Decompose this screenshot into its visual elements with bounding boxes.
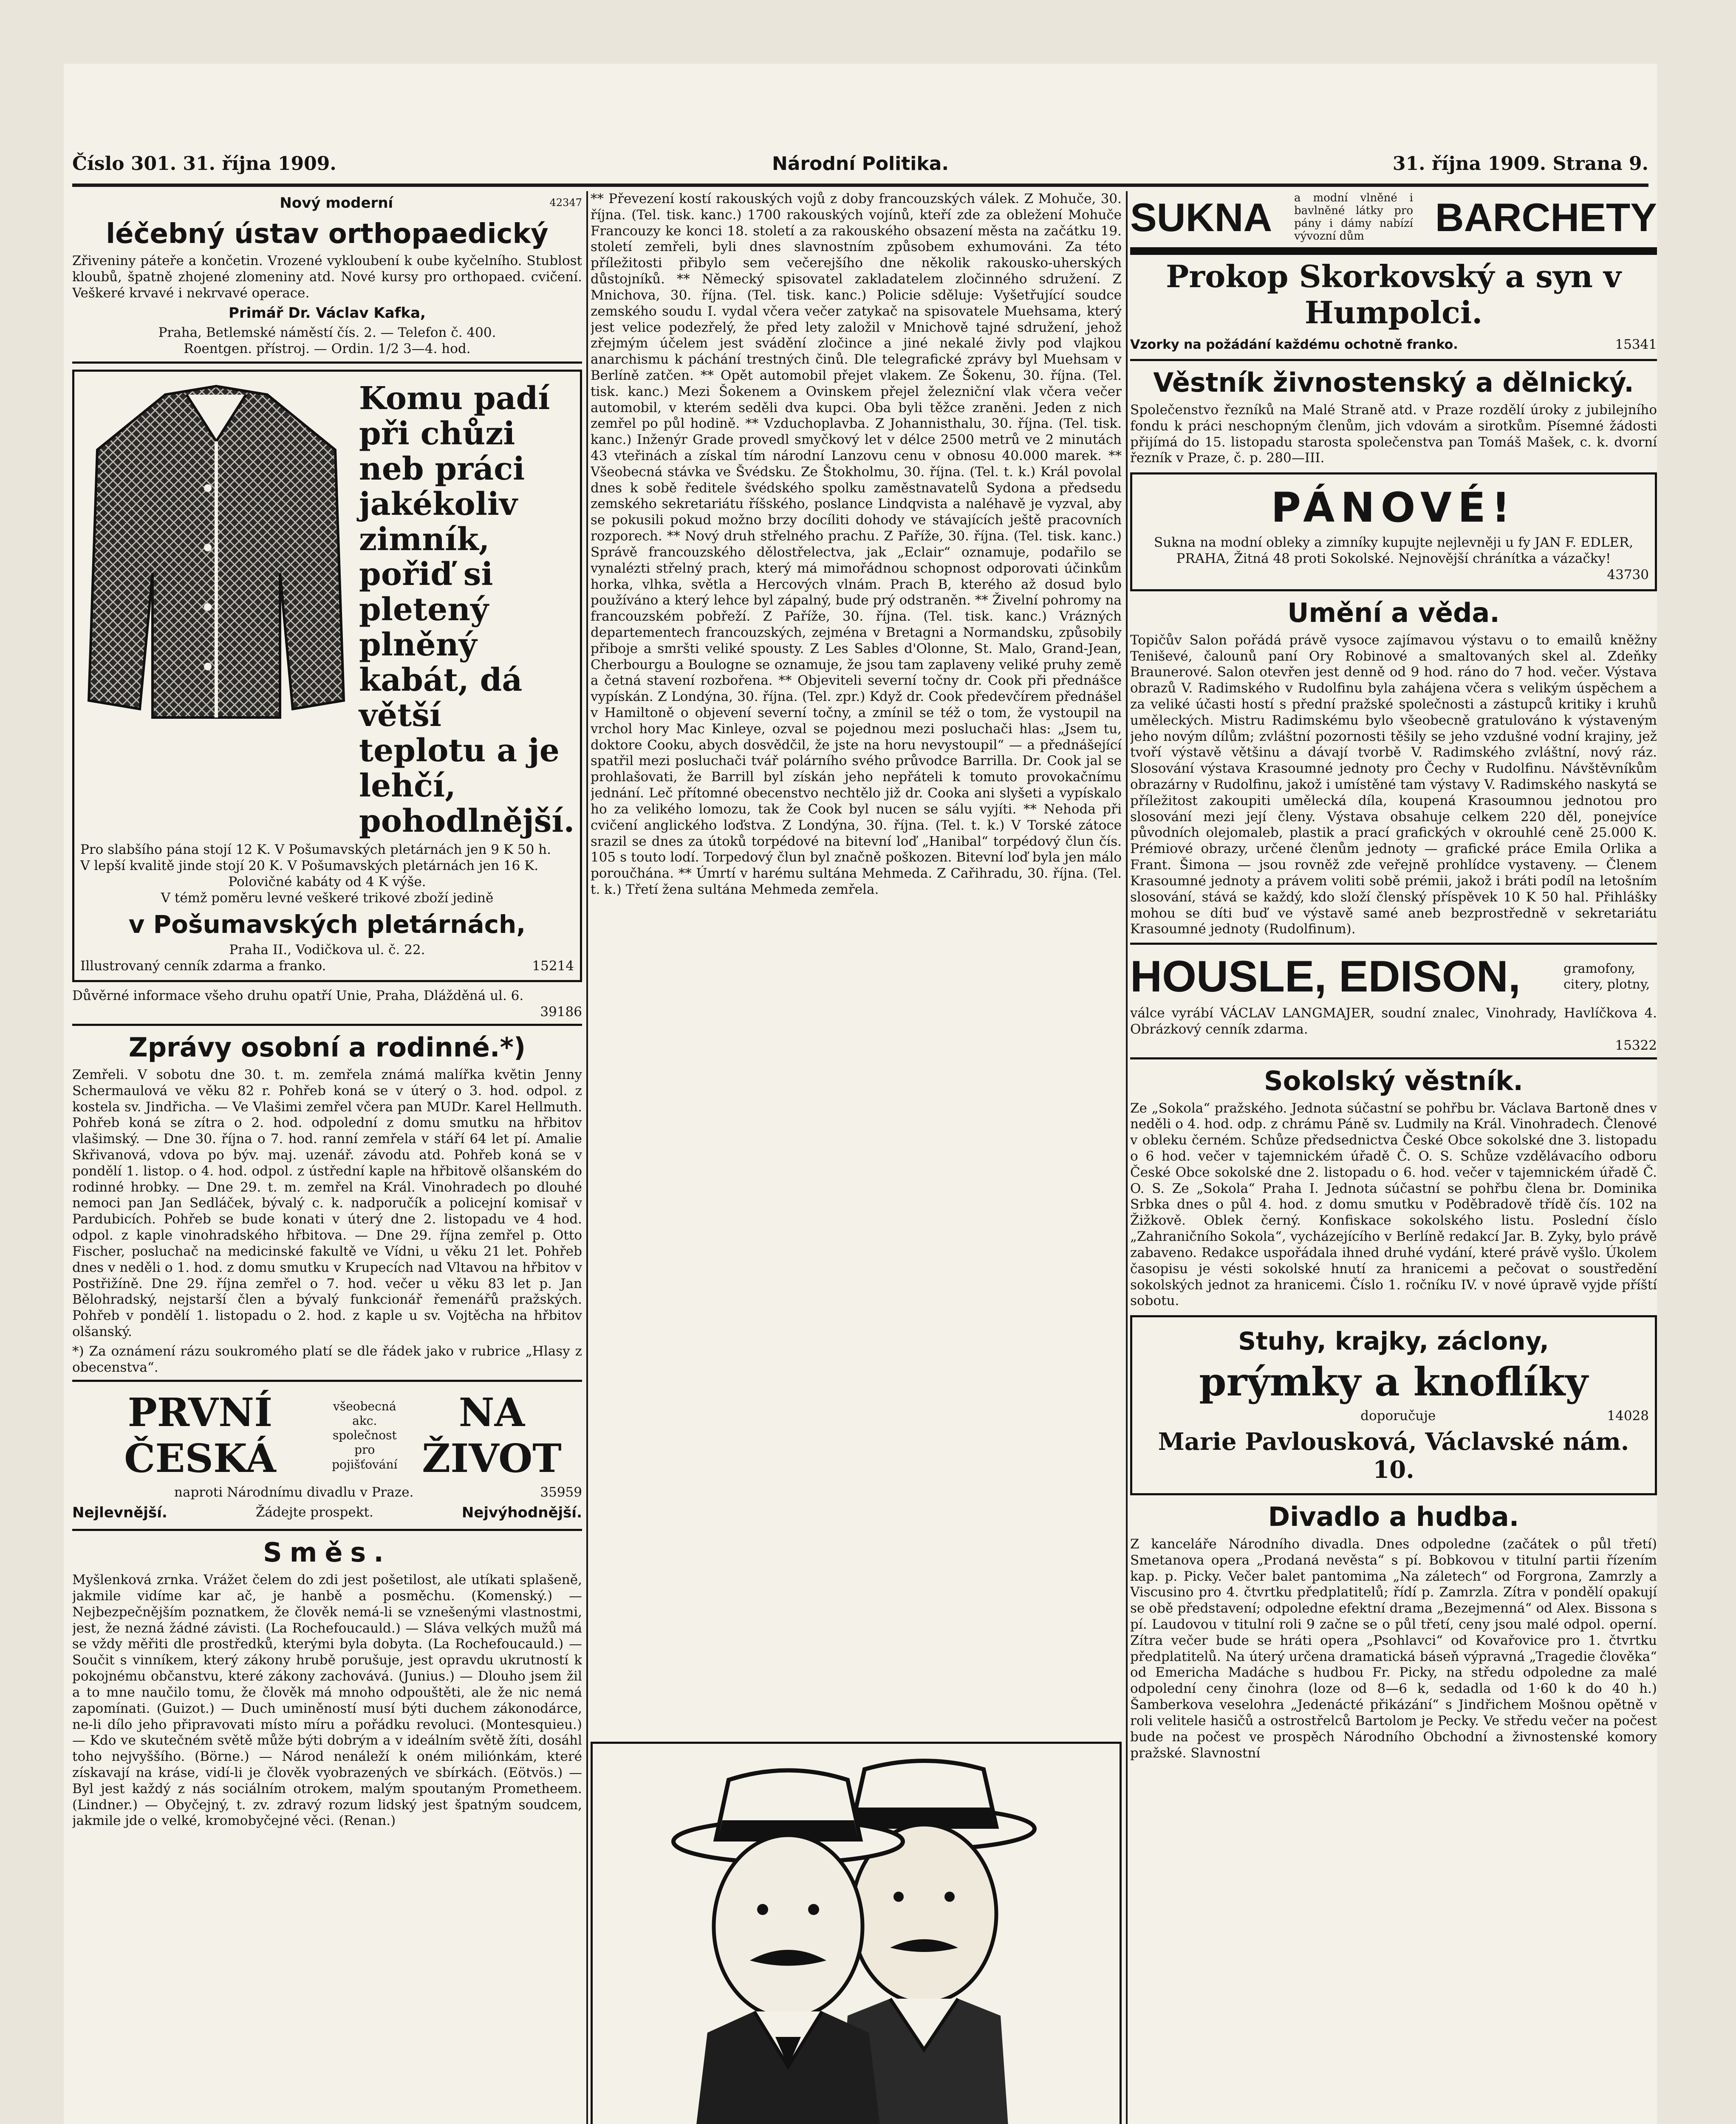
ad-number: 43730 [1607, 567, 1649, 582]
sokol-body: Ze „Sokola“ pražského. Jednota súčastní se pohřbu br. Václava Bartoně dnes v neděli o 4. hod. odp. z chrámu Páně sv. Ludmily na Král. Vinohradech. Členové v obleku černém. Schůze předsednictva České Obce sokolské dne 3. listopadu o 6 hod. večer v tajemnickém úřadě Č. O. S. Schůze vzdělávacího odboru České Obce sokolské dne 2. listopadu o 6. hod. večer v tajemnickém úřadě Č. O. S. Ze „Sokola“ Praha I. Jednota súčastní se pohřbu člena br. Dominika Srbka dnes o půl 4. hod. z domu smutku v Poděbradově třídě čís. 102 na Žižkově. Oblek černý. Konfiskace sokolského listu. Poslední číslo „Zahraničního Sokola“, vycházejícího v Berlíně redakcí Jar. B. Zyky, bylo právě zabaveno. Redakce uspořádala ihned druhé vydání, které právě vyšlo. Úkolem časopisu je vésti sokolské hnutí za hranicemi a pečovat o soustředění sokolských jednot za hranicemi. Číslo 1. ročníku IV. v nové úpravě vyjde příští sobotu. [1130, 1100, 1657, 1309]
ad-number: 42347 [549, 197, 582, 209]
column-middle [591, 191, 1122, 2124]
jacket-price-2: V lepší kvalitě jinde stojí 20 K. V Pošumavských pletárnách jen 16 K. [80, 858, 539, 874]
housle-body: válce vyrábí VÁCLAV LANGMAJER, soudní znalec, Vinohrady, Havlíčkova 4. Obrázkový cenník zdarma. [1130, 1006, 1657, 1037]
ortho-doctor: Primář Dr. Václav Kafka, [229, 305, 426, 322]
personal-news-body: Zemřeli. V sobotu dne 30. t. m. zemřela známá malířka květin Jenny Schermaulová ve věku 82 r. Pohřeb koná se v úterý o 3. hod. odpol. z kostela sv. Jindřicha. — Ve Vlašimi zemřel včera pan MUDr. Karel Hellmuth. Pohřeb koná se zítra o 2. hod. odpolední z domu smutku na hřbitov vlašimský. — Dne 30. října o 7. hod. ranní zemřela v stáří 64 let pí. Amalie Skřivanová, vdova po býv. maj. uzenář. závodu atd. Pohřeb koná se v pondělí 1. listop. o 4. hod. odpol. z ústřední kaple na hřbitově olšanském do rodinné hrobky. — Dne 29. t. m. zemřel na Král. Vinohradech po dlouhé nemoci pan Jan Sedláček, bývalý c. k. nadporučík a policejní komisař v Pardubicích. Pohřeb se bude konati v úterý dne 2. listopadu ve 4 hod. odpol. z kaple vinohradského hřbitova. — Dne 29. října zemřel p. Otto Fischer, posluchač na medicinské fakultě ve Vídni, u věku 21 let. Pohřeb dnes v neděli o 1. hod. z domu smutku v Krupecích nad Vltavou na hřbitov v Postřižíně. Dne 29. října zemřel o 7. hod. večer u věku 83 let p. Jan Bělohradský, nejstarší člen a bývalý funkcionář řemenářů pražských. Pohřeb v pondělí 1. listopadu o 2. hod. z kaple u sv. Vojtěcha na hřbitov olšanský. [72, 1067, 582, 1339]
ad-rule [1130, 247, 1657, 255]
ad-number: 15214 [532, 958, 574, 974]
jacket-ad [72, 370, 582, 982]
section-title-trade: Věstník živnostenský a dělnický. [1153, 367, 1634, 398]
jacket-price-3: Polovičné kabáty od 4 K výše. [228, 874, 426, 890]
insurance-left: PRVNÍ ČESKÁ [124, 1390, 276, 1482]
issue-date: Číslo 301. 31. října 1909. [72, 153, 336, 175]
stuhy-line-1: Stuhy, krajky, záclony, [1238, 1327, 1549, 1356]
confidential-ad [72, 988, 582, 1026]
insurance-right: NA ŽIVOT [422, 1390, 562, 1482]
ortho-body: Zřiveniny páteře a končetin. Vrozené vykloubení k oube kyčelního. Stublost kloubů, špatně zhojené zlomeniny atd. Nové kursy pro orthopaed. cvičení. Veškeré krvavé i nekrvavé operace. [72, 253, 582, 301]
housle-title: HOUSLE, EDISON, [1130, 952, 1521, 1002]
masthead: Národní Politika. [772, 153, 949, 175]
column-divider [586, 191, 588, 2124]
insurance-prospect: Žádejte prospekt. [255, 1505, 373, 1520]
panove-ad [1130, 472, 1657, 591]
confidential-text: Důvěrné informace všeho druhu opatří Unie, Praha, Dlážděná ul. 6. [72, 988, 524, 1004]
insurance-best: Nejvýhodnější. [461, 1504, 582, 1522]
section-title-art: Umění a věda. [1287, 597, 1500, 628]
sukna-footer: Vzorky na požádání každému ochotně franko. [1130, 337, 1458, 352]
ortho-address: Praha, Betlemské náměstí čís. 2. — Telefon č. 400. [158, 325, 496, 341]
section-title-personal: Zprávy osobní a rodinné.*) [128, 1031, 526, 1063]
insurance-ad [72, 1382, 582, 1531]
panove-body: Sukna na modní obleky a zimníky kupujte nejlevněji u fy JAN F. EDLER, PRAHA, Žitná 48 proti Sokolské. Nejnovější chránítka a vázačky! [1154, 535, 1634, 567]
jacket-address: Praha II., Vodičkova ul. č. 22. [229, 942, 425, 957]
section-title-sokol: Sokolský věstník. [1264, 1065, 1523, 1096]
ad-number: 15341 [1615, 336, 1657, 352]
header-rule [72, 184, 1648, 187]
sukna-firm: Prokop Skorkovský a syn v Humpolci. [1166, 258, 1621, 330]
column-right [1130, 191, 1657, 2124]
insurance-address: naproti Národnímu divadlu v Praze. [174, 1485, 414, 1500]
jacket-slogan: Komu padí při chůzi neb práci jakékoliv zimník, pořiď si pletený plněný kabát, dá větší teplotu a je lehčí, pohodlnější. [359, 380, 575, 839]
sukna-right: BARCHETY [1435, 195, 1657, 240]
stuhy-line-2: prýmky a knoflíky [1199, 1359, 1588, 1405]
section-title-mixed: Směs. [263, 1537, 391, 1568]
panove-title: PÁNOVÉ! [1271, 484, 1516, 532]
housle-ad [1130, 943, 1657, 1059]
ortho-hours: Roentgen. přístroj. — Ordin. 1/2 3—4. hod. [184, 341, 471, 357]
jacket-catalog: Illustrovaný cenník zdarma a franko. [80, 958, 326, 974]
ortho-title: léčebný ústav orthopaedický [106, 218, 549, 250]
suitors-ad [591, 1742, 1122, 2124]
column-divider [1126, 191, 1128, 2124]
ad-number: 35959 [540, 1485, 582, 1500]
ortho-ad [72, 191, 582, 364]
ad-number: 14028 [1607, 1408, 1649, 1424]
ad-number: 39186 [540, 1004, 582, 1020]
newspaper-page [64, 64, 1657, 2124]
art-body: Topičův Salon pořádá právě vysoce zajímavou výstavu o to emailů kněžny Teniševé, čalounů paní Ory Robinové a smaltovaných skel al. Zdeňky Braunerové. Salon otevřen jest denně od 9 hod. ráno do 7 hod. večer. Výstava obrazů V. Radimského v Rudolfinu byla zahájena včera s velikým úspěchem a za veliké účasti hostí s přední pražské společnosti a zástupců kritiky i kruhů uměleckých. Mistru Radimskému bylo všeobecně gratulováno k výstaveným jeho novým dílům; zvláštní pozornosti těšily se jeho vzdušné vodní krajiny, jež tvoří výstavě většinu a dávají tvorbě V. Radimského zvláštní, nový ráz. Slosování výstava Krasoumné jednoty pro Čechy v Rudolfinu. Návštěvníkům obrazárny v Rudolfinu, jakož i umístěné tam výstavy V. Radimského naskytá se příležitost zakoupiti umělecká díla, koupená Krasoumnou jednotou pro slosování mezi její členy. Výstava obsahuje celkem 220 děl, ponejvíce původních olejomaleb, plastik a prací grafických v okrouhlé ceně 25.000 K. Prémiové obrazy, určené členům jednoty — grafické práce Emila Orlika a Frant. Šimona — jsou rovněž zde veřejně prohlídce vystaveny. — Členem Krasoumné jednoty a právem voliti sobě prémii, jakož i bráti podíl na letošním slosování, stává se každý, kdo složí členský příspěvek 10 K 50 hal. Přihlášky mohou se díti buď ve výstavě samé aneb bezprostředně v sekretariátu Krasoumné jednoty (Rudolfinum). [1130, 632, 1657, 937]
page-header [72, 153, 1648, 178]
sukna-middle: a modní vlněné i bavlněné látky pro pány i dámy nabízí vývozní dům [1294, 192, 1413, 243]
housle-side: gramofony, citery, plotny, [1564, 961, 1650, 992]
jacket-firm: v Pošumavských pletárnách, [128, 909, 526, 939]
column-left [72, 191, 582, 2124]
insurance-middle: všeobecná akc. společnost pro pojišťování [332, 1399, 398, 1472]
trade-body: Společenstvo řezníků na Malé Straně atd. v Praze rozdělí úroky z jubilejního fondu k práci neschopným členům, jich vdovám a sirotkům. Písemné žádosti přijímá do 15. listopadu starosta společenstva pan Tomáš Mašek, c. k. dvorní řezník v Praze, č. p. 280—III. [1130, 402, 1657, 466]
telegraph-news: ** Převezení kostí rakouských vojů z doby francouzských válek. Z Mohuče, 30. října. (Tel. tisk. kanc.) 1700 rakouských vojínů, kteří zde za obležení Mohuče Francouzy ke konci 18. století a za rakouského obsazení města na začátku 19. století zemřeli, byli dnes slavnostním způsobem exhumováni. Za této příležitosti přibylo sem večerejšího dne několik rakousko-uherských důstojníků. ** Německý spisovatel zakladatelem zločinného sdružení. Z Mnichova, 30. října. (Tel. tisk. kanc.) Policie sděluje: Vyšetřující soudce zemského soudu I. vydal včera večer zatykač na spisovatele Muehsama, který jest velice podezřelý, že před lety založil v Mnichově tajné sdružení, jehož zřejmým účelem jest svádění zločince a jiné nekalé živly pod vlajkou anarchismu k páchání trestných činů. Dle telegrafické zprávy byl Muehsam v Berlíně zatčen. ** Opět automobil přejet vlakem. Ze Šokenu, 30. října. (Tel. tisk. kanc.) Mezi Šokenem a Ovinskem přejel železniční vlak včera večer automobil, v kterém seděli dva kupci. Oba byli těžce zraněni. Jeden z nich zemřel po půl hodině. ** Vzduchoplavba. Z Johannisthalu, 30. října. (Tel. tisk. kanc.) Inženýr Grade provedl smyčkový let v délce 2500 metrů ve 2 minutách 43 vteřinách a získal tím národní Lanzovu cenu v obnosu 40.000 marek. ** Všeobecná stávka ve Švédsku. Ze Štokholmu, 30. října. (Tel. t. k.) Král povolal dnes k sobě ředitele švédského spolku zaměstnavatelů Sydona a předsedu zemského sekretariátu říšského, poslance Lindqvista a naléhavě je vyzval, aby se pokusili pokud možno brzy docíliti dohody ve stávajících ještě pracovních rozporech. ** Nový druh střelného prachu. Z Paříže, 30. října. (Tel. tisk. kanc.) Správě francouzského dělostřelectva, jak „Eclair“ oznamuje, podařilo se vynalézti střelný prach, který má mimořádnou schopnost odporovati účinkům horka, vlhka, světla a Hercových vlnám. Prach B, kterého až dosud bylo používáno a který lehce byl zápalný, bude prý odstraněn. ** Živelní pohromy na francouzském pobřeží. Z Paříže, 30. října. (Tel. tisk. kanc.) Vrázných departementech francouzských, zejména v Bretagni a Normandsku, způsobily přiboje a smršti veliké spousty. Z Les Sables d'Olonne, St. Malo, Grand-Jean, Cherbourgu a Boulogne se oznamuje, že jsou tam zaplaveny veliké pruhy země a četná stavení rozbořena. ** Objeviteli severní točny dr. Cook při přednášce vypískán. Z Londýna, 30. října. (Tel. zpr.) Když dr. Cook předevčírem přednášel v Hamiltoně o objevení severní točny, a zmínil se též o tom, že vystoupil na vrchol hory Mac Kinleye, ozval se pojednou mezi posluchači hlas: „Jsem tu, doktore Cooku, abych dosvědčil, že jste na horu nevystoupil“ — a přednášející spatřil mezi posluchači tvář polárního svého průvodce Barrilla. Dr. Cook jal se prohlašovati, že Barrill byl získán jeho nepřáteli k tomuto provokačnímu jednání. Leč přítomné obecenstvo nechtělo již dr. Cooka ani slyšeti a vypískalo ho za velikého lomozu, tak že Cook byl nucen se sálu vyjíti. ** Nehoda při cvičení anglického loďstva. Z Londýna, 30. října. (Tel. t. k.) V Torské zátoce srazil se dnes za útoků torpédové na bitevní loď „Hanibal“ torpédový člun čís. 105 s touto lodí. Torpedový člun byl značně poškozen. Bitevní loď byla jen málo poroučhána. ** Úmrtí v harému sultána Mehmeda. Z Cařihradu, 30. října. (Tel. t. k.) Třetí žena sultána Mehmeda zemřela. [591, 191, 1122, 897]
sukna-ad [1130, 191, 1657, 361]
stuhy-line-3: doporučuje [1360, 1408, 1436, 1424]
sukna-left: SUKNA [1130, 195, 1272, 240]
ortho-kicker: Nový moderní [280, 195, 393, 212]
personal-footnote: *) Za oznámení rázu soukromého platí se dle řádek jako v rubrice „Hlasy z obecenstva“. [72, 1344, 582, 1382]
jacket-price-4: V témž poměru levné veškeré trikové zboží jedině [161, 890, 494, 906]
stuhy-ad [1130, 1315, 1657, 1495]
mixed-body: Myšlenková zrnka. Vrážet čelem do zdi jest pošetilost, ale utíkati splašeně, jakmile vidíme kar ač, je hanbě a posměchu. (Komenský.) — Nejbezpečnějším poznatkem, že člověk nemá-li se vznešenými vlastnostmi, jest, že nezná žádné závisti. (La Rochefoucauld.) — Sláva velkých mužů má se vždy měřiti dle prostředků, kterými byla dobyta. (La Rochefoucauld.) — Součit s vinníkem, který zákony hrubě porušuje, jest opravdu ukrutností k pokojnému občanstvu, které zákony zachovává. (Junius.) — Dlouho jsem žil a to mne naučilo tomu, že člověk má mnoho odpouštěti, ale že nic nemá zapomínati. (Guizot.) — Duch uminěností musí býti duchem zákonodárce, ne-li dílo jeho připravovati místo míru a pořádku revoluci. (Montesquieu.) — Kdo ve skutečném světě může býti dobrým a v ideálním světě žíti, dosáhl toho nejvyššího. (Börne.) — Národ nenáleží k oném miliónkám, které získavají na kráse, vidí-li je člověk vyobrazených ve sbírkách. (Eötvös.) — Byl jest každý z nás sociálním otrokem, malým spoutaným Prometheem. (Lindner.) — Obyčejný, t. zv. zdravý rozum lidský jest špatným soudcem, jakmile jde o velké, kromobyčejné věci. (Renan.) [72, 1572, 582, 1829]
gentlemen-illustration [593, 1744, 1120, 2124]
stuhy-line-4: Marie Pavlousková, Václavské nám. 10. [1158, 1427, 1629, 1484]
section-title-theatre: Divadlo a hudba. [1268, 1501, 1519, 1532]
jacket-illustration [80, 378, 352, 726]
theatre-body: Z kanceláře Národního divadla. Dnes odpoledne (začátek o půl třetí) Smetanova opera „Prodaná nevěsta“ s pí. Bobkovou v titulní partii řízením kap. p. Picky. Večer balet pantomima „Na záletech“ od Forgrona, Zamrzly a Viscusino pro 4. čtvrtku předplatitelů; řídí p. Zamrzla. Zítra v pondělí opakují se obě představení; odpoledne efektní drama „Bezejmenná“ od Alex. Bissona s pí. Laudovou v titulní roli 9 začne se o půl třetí, ceny jsou malé odpol. operní. Zítra večer bude se hráti opera „Psohlavci“ od Kovařovice pro 1. čtvrtku předplatitelů. Na úterý určena dramatická báseň výpravná „Tragedie člověka“ od Emericha Madáche s hudbou Fr. Picky, na středu odpoledne za malé odpolední ceny činohra (loze od 8—6 k, sedadla od 1·60 k do 40 h.) Šamberkova veselohra „Jedenácté přikázání“ s Jindřichem Mošnou opětně v roli velitele hasičů a ostrostřelců Bartolom je Pecky. Ve středu večer na počest bude na počest ve prospěch Národního Obchodní a živnostenské komory pražské. Slavnostní [1130, 1536, 1657, 1761]
insurance-cheapest: Nejlevnější. [72, 1504, 167, 1522]
jacket-price-1: Pro slabšího pána stojí 12 K. V Pošumavských pletárnách jen 9 K 50 h. [80, 842, 551, 858]
ad-number: 15322 [1615, 1037, 1657, 1053]
page-number: 31. října 1909. Strana 9. [1392, 153, 1648, 175]
